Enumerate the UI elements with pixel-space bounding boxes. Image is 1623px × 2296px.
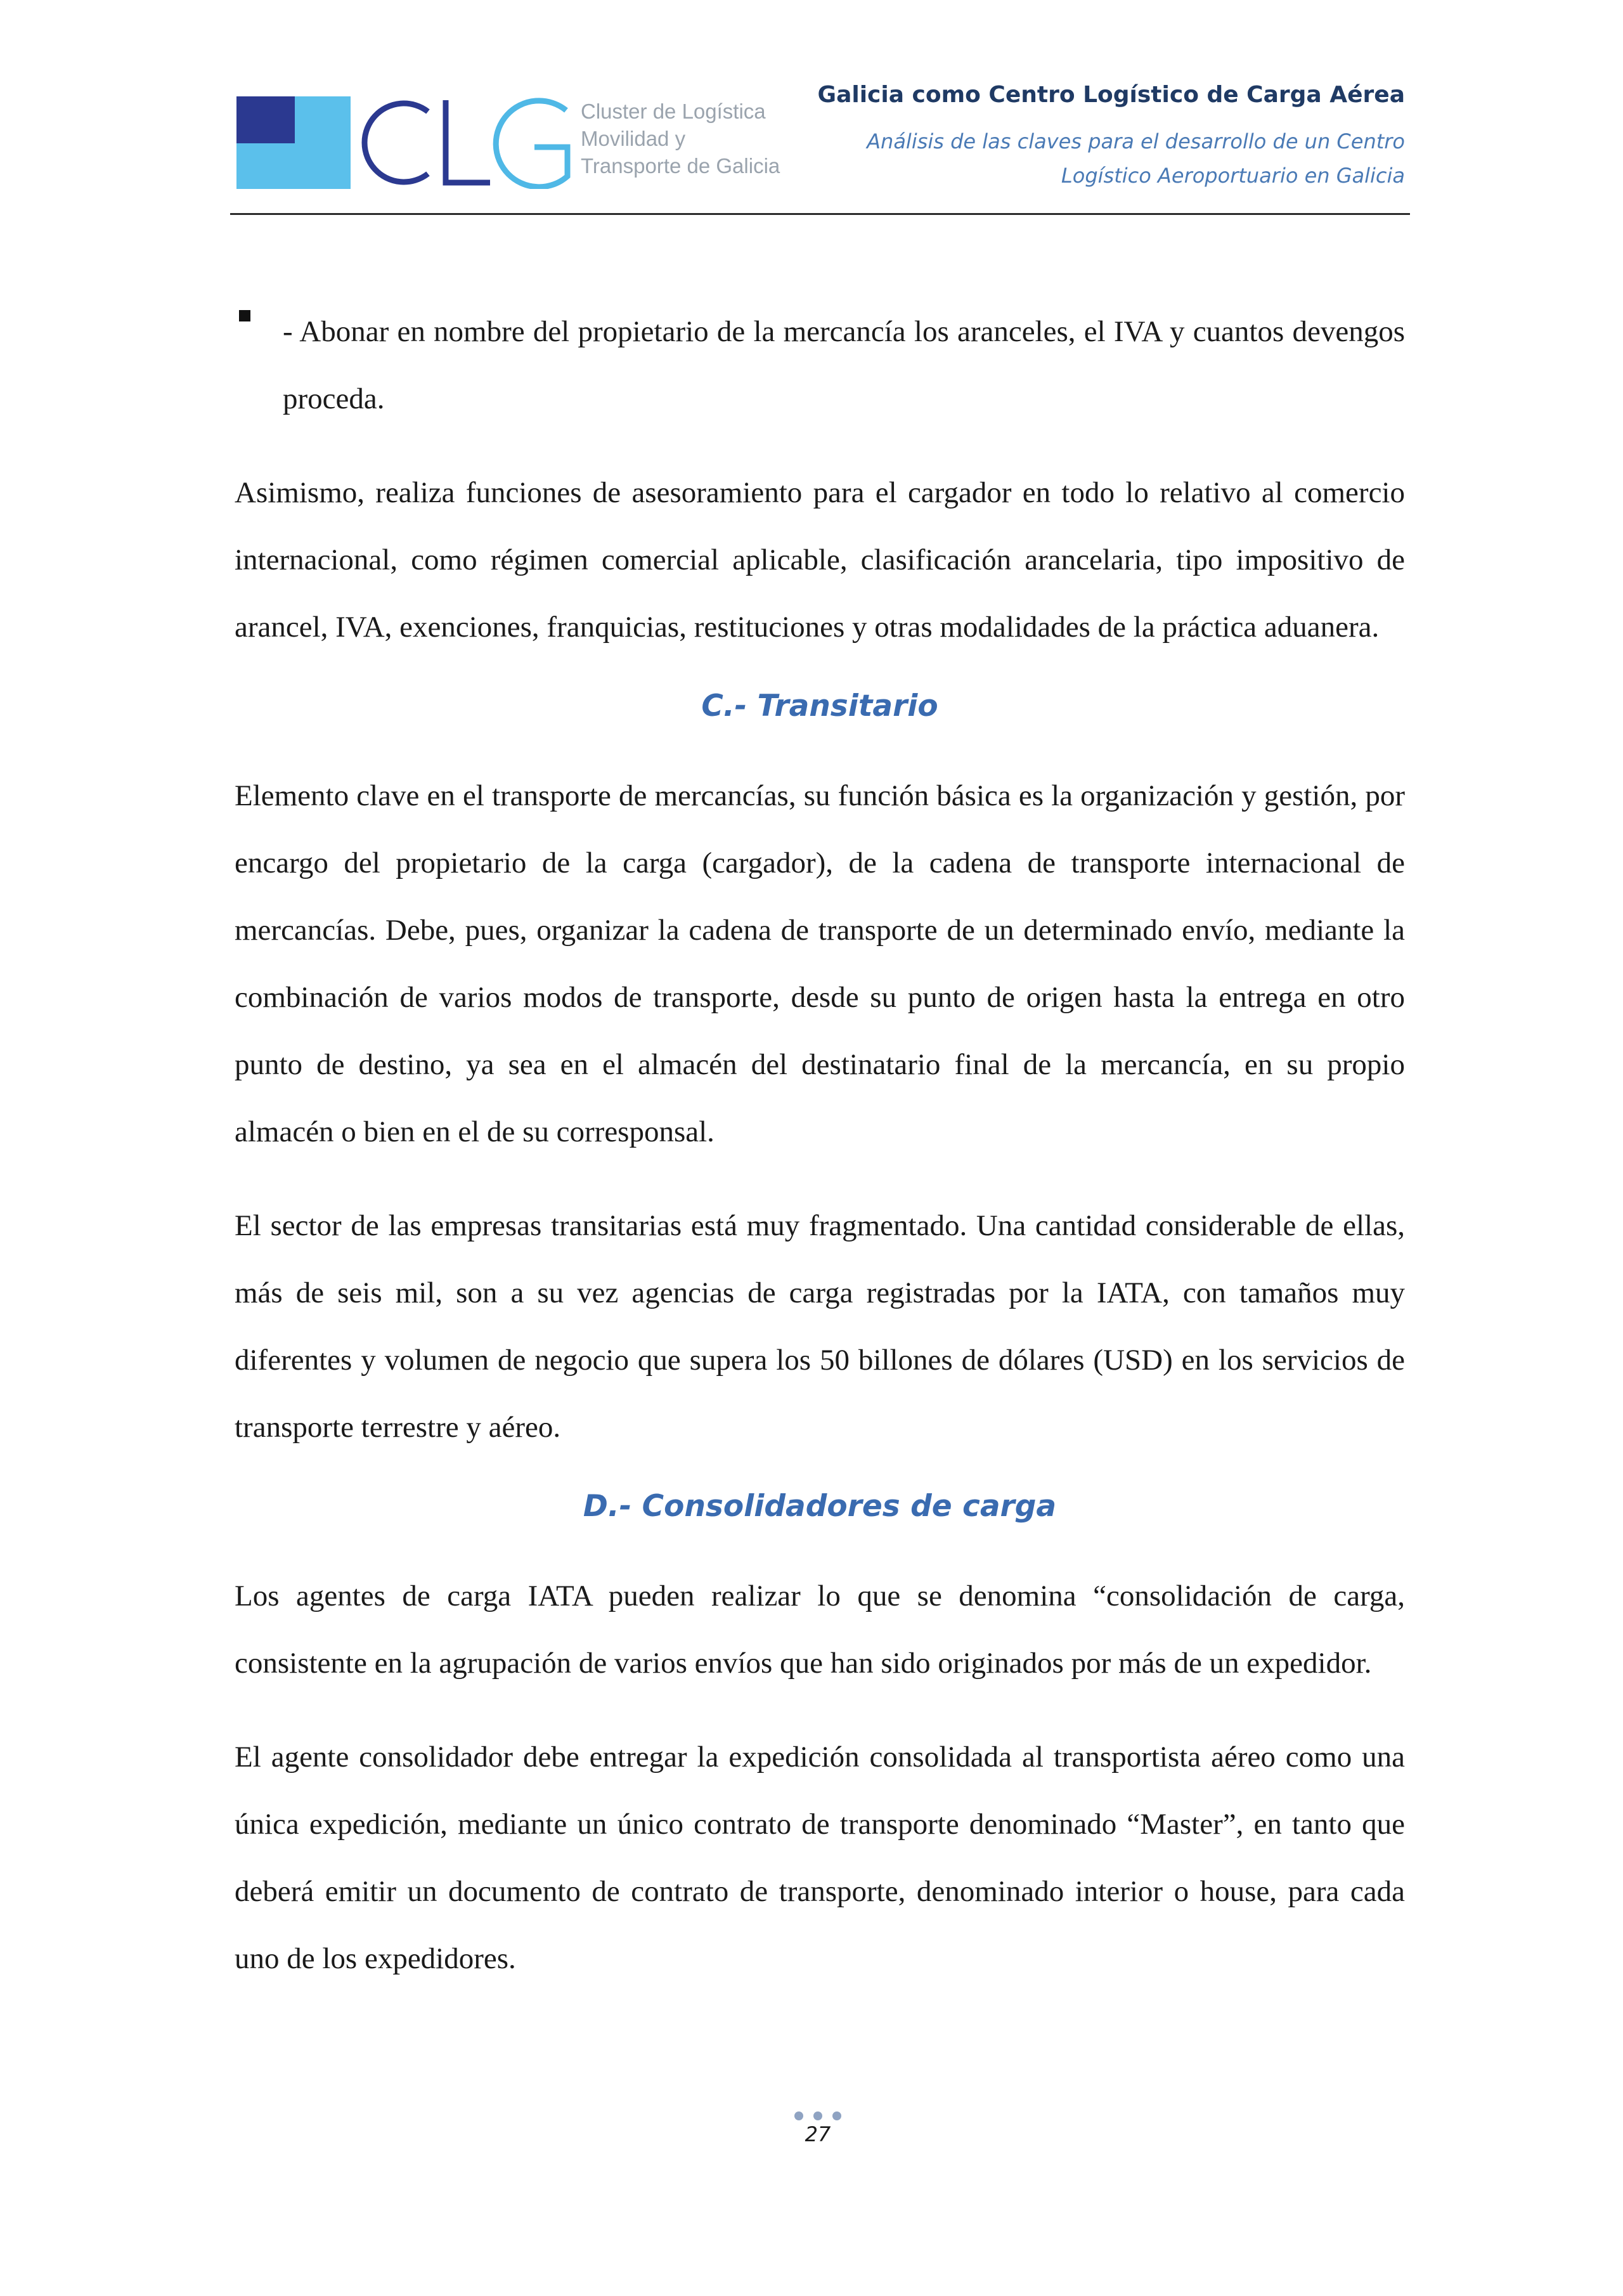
dot-icon — [832, 2111, 841, 2120]
paragraph-transitario-sector: El sector de las empresas transitarias está muy fragmentado. Una cantidad considerable de ellas, más de seis mil, son a su vez agencias de carga registradas por la IATA, con tamaños muy diferentes y volumen de negocio que supera los 50 billones de dólares (USD) en los servicios de transporte terrestre y aéreo. — [235, 1209, 1405, 1444]
square-bullet-icon — [239, 310, 250, 321]
logo-subtitle-line: Transporte de Galicia — [581, 154, 780, 178]
section-heading-consolidadores: D.- Consolidadores de carga — [583, 1489, 1057, 1524]
section-heading-transitario: C.- Transitario — [701, 689, 938, 723]
paragraph-transitario-funcion: Elemento clave en el transporte de mercancías, su función básica es la organización y gestión, por encargo del propietario de la carga (cargador), de la cadena de transporte internacional de mercancías. Debe, pues, organizar la cadena de transporte de un determinado envío, mediante la combinación de varios modos de transporte, desde su punto de origen hasta la entrega en otro punto de destino, ya sea en el almacén del destinatario final de la mercancía, en su propio almacén o bien en el de su corresponsal. — [235, 779, 1405, 1148]
document-title: Galicia como Centro Logístico de Carga Aérea — [817, 82, 1405, 108]
bullet-list-item — [235, 298, 1405, 432]
paragraph-consolidacion: Los agentes de carga IATA pueden realizar lo que se denomina “consolidación de carga, consistente en la agrupación de varios envíos que han sido originados por más de un expedidor. — [235, 1579, 1405, 1680]
paragraph-agente-consolidador: El agente consolidador debe entregar la expedición consolidada al transportista aéreo como una única expedición, mediante un único contrato de transporte denominado “Master”, en tanto que deberá emitir un documento de contrato de transporte, denominado interior o house, para cada uno de los expedidores. — [235, 1741, 1405, 1975]
page-header — [230, 63, 1410, 216]
logo-subtitle-line: Movilidad y — [581, 127, 686, 150]
logo-subtitle — [581, 98, 780, 179]
bullet-text: - Abonar en nombre del propietario de la mercancía los aranceles, el IVA y cuantos devengos proceda. — [283, 315, 1405, 415]
clg-logo-graphic — [236, 81, 592, 189]
page-body — [235, 298, 1405, 2019]
paragraph-asesoramiento: Asimismo, realiza funciones de asesoramiento para el cargador en todo lo relativo al comercio internacional, como régimen comercial aplicable, clasificación arancelaria, tipo impositivo de arancel, IVA, exenciones, franquicias, restituciones y otras modalidades de la práctica aduanera. — [235, 476, 1405, 644]
document-subtitle-line: Análisis de las claves para el desarrollo de un Centro — [867, 129, 1405, 153]
document-subtitle — [818, 124, 1405, 193]
dot-icon — [813, 2111, 822, 2120]
document-title-block — [818, 75, 1405, 193]
document-subtitle-line: Logístico Aeroportuario en Galicia — [1061, 164, 1405, 188]
page-footer — [748, 2111, 888, 2146]
dot-icon — [794, 2111, 803, 2120]
logo-subtitle-line: Cluster de Logística — [581, 100, 766, 123]
header-divider — [230, 213, 1410, 215]
page-number: 27 — [805, 2122, 831, 2146]
footer-dots — [748, 2111, 888, 2120]
